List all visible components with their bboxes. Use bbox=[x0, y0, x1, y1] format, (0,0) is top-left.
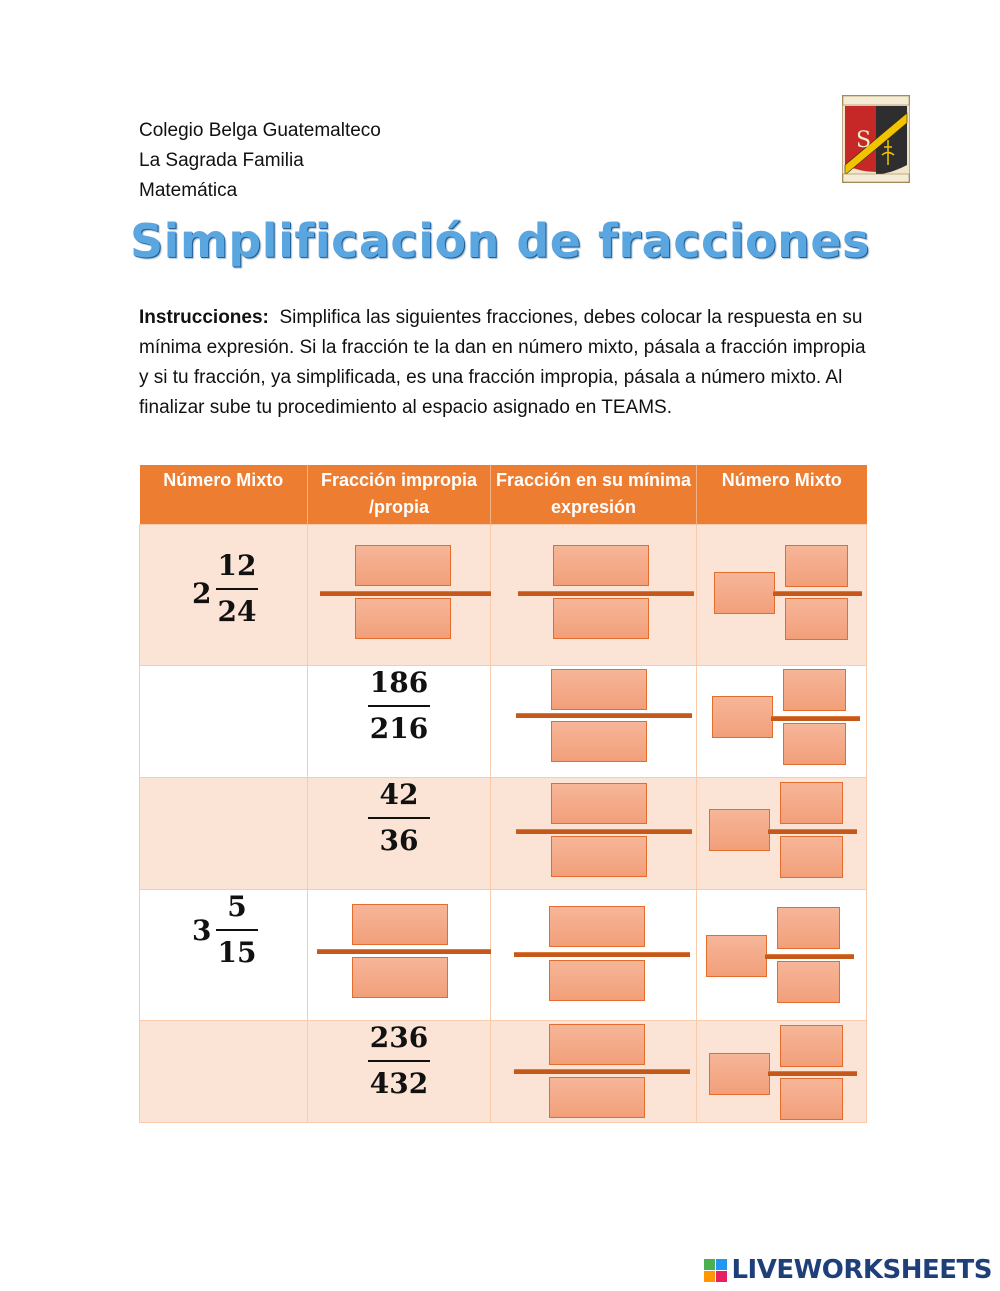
answer-denominator-input[interactable] bbox=[777, 961, 840, 1003]
given-fraction bbox=[216, 547, 258, 631]
cell-given-mixed bbox=[140, 1021, 308, 1123]
logo-block-icon bbox=[704, 1259, 715, 1270]
answer-denominator-input[interactable] bbox=[352, 957, 448, 998]
answer-numerator-input[interactable] bbox=[553, 545, 649, 586]
fraction-bar bbox=[518, 591, 694, 596]
answer-denominator-input[interactable] bbox=[549, 960, 645, 1001]
numerator: 236 bbox=[369, 1021, 429, 1054]
fraction-bar bbox=[216, 588, 258, 590]
answer-numerator-input[interactable] bbox=[780, 1025, 843, 1067]
answer-whole-input[interactable] bbox=[709, 809, 770, 851]
table-row bbox=[140, 890, 867, 1021]
header-improper-fraction: Fracción impropia /propia bbox=[308, 465, 491, 525]
fraction-bar bbox=[516, 713, 692, 718]
brand-name: LIVEWORKSHEETS bbox=[731, 1255, 992, 1285]
fraction-bar bbox=[216, 929, 258, 931]
fraction-bar bbox=[514, 1069, 690, 1074]
given-fraction bbox=[368, 1019, 430, 1103]
denominator: 36 bbox=[379, 824, 419, 857]
answer-denominator-input[interactable] bbox=[780, 836, 843, 878]
header-mixed-number-answer: Número Mixto bbox=[697, 465, 867, 525]
answer-whole-input[interactable] bbox=[714, 572, 775, 614]
answer-numerator-input[interactable] bbox=[551, 783, 647, 824]
answer-numerator-input[interactable] bbox=[549, 1024, 645, 1065]
cell-given-fraction bbox=[308, 1021, 491, 1123]
cell-given-mixed bbox=[140, 525, 308, 666]
cell-mixed-answer bbox=[697, 1021, 867, 1123]
cell-mixed-answer bbox=[697, 778, 867, 890]
answer-numerator-input[interactable] bbox=[785, 545, 848, 587]
answer-numerator-input[interactable] bbox=[777, 907, 840, 949]
liveworksheets-logo bbox=[704, 1254, 992, 1286]
answer-denominator-input[interactable] bbox=[549, 1077, 645, 1118]
given-fraction bbox=[368, 664, 430, 748]
table-row bbox=[140, 525, 867, 666]
table-row bbox=[140, 666, 867, 778]
cell-simplest-answer bbox=[491, 778, 697, 890]
page-title: Simplificación de fracciones bbox=[130, 214, 870, 268]
fraction-bar bbox=[368, 705, 430, 707]
cell-given-mixed bbox=[140, 890, 308, 1021]
given-fraction bbox=[368, 776, 430, 860]
numerator: 186 bbox=[369, 666, 429, 699]
fraction-bar bbox=[768, 829, 857, 834]
cell-simplest-answer bbox=[491, 525, 697, 666]
denominator: 432 bbox=[369, 1067, 429, 1100]
answer-numerator-input[interactable] bbox=[551, 669, 647, 710]
denominator: 216 bbox=[369, 712, 429, 745]
answer-denominator-input[interactable] bbox=[780, 1078, 843, 1120]
answer-whole-input[interactable] bbox=[709, 1053, 770, 1095]
answer-denominator-input[interactable] bbox=[785, 598, 848, 640]
cell-given-fraction bbox=[308, 666, 491, 778]
cell-simplest-answer bbox=[491, 890, 697, 1021]
instructions bbox=[139, 303, 869, 423]
instructions-text: Simplifica las siguientes fracciones, debes colocar la respuesta en su mínima expresión. Si la fracción te la dan en número mixto, pásala a fracción impropia y si tu fracción, ya simplificada, es una fracción impropia, pásala a número mixto. Al finalizar sube tu procedimiento al espacio asignado en TEAMS. bbox=[139, 307, 866, 418]
header-simplest-form: Fracción en su mínima expresión bbox=[491, 465, 697, 525]
fraction-bar bbox=[771, 716, 860, 721]
header-mixed-number: Número Mixto bbox=[140, 465, 308, 525]
instructions-label: Instrucciones: bbox=[139, 307, 269, 328]
whole-part: 2 bbox=[192, 577, 212, 610]
cell-mixed-answer bbox=[697, 525, 867, 666]
fraction-bar bbox=[768, 1071, 857, 1076]
cell-mixed-answer bbox=[697, 890, 867, 1021]
answer-numerator-input[interactable] bbox=[549, 906, 645, 947]
fraction-bar bbox=[773, 591, 862, 596]
cell-given-fraction bbox=[308, 778, 491, 890]
school-name: Colegio Belga Guatemalteco bbox=[139, 120, 381, 141]
answer-denominator-input[interactable] bbox=[551, 836, 647, 877]
cell-improper-answer bbox=[308, 525, 491, 666]
denominator: 15 bbox=[217, 936, 257, 969]
worksheet-table bbox=[139, 465, 867, 1123]
whole-part: 3 bbox=[192, 914, 212, 947]
cell-given-mixed bbox=[140, 666, 308, 778]
numerator: 12 bbox=[217, 549, 257, 582]
fraction-bar bbox=[317, 949, 491, 954]
subject-name: Matemática bbox=[139, 180, 238, 201]
cell-simplest-answer bbox=[491, 1021, 697, 1123]
answer-numerator-input[interactable] bbox=[783, 669, 846, 711]
school-subtitle: La Sagrada Familia bbox=[139, 150, 304, 171]
table-row bbox=[140, 778, 867, 890]
answer-denominator-input[interactable] bbox=[783, 723, 846, 765]
cell-improper-answer bbox=[308, 890, 491, 1021]
table-row bbox=[140, 1021, 867, 1123]
numerator: 42 bbox=[379, 778, 419, 811]
fraction-bar bbox=[320, 591, 494, 596]
answer-numerator-input[interactable] bbox=[355, 545, 451, 586]
answer-whole-input[interactable] bbox=[706, 935, 767, 977]
fraction-bar bbox=[514, 952, 690, 957]
numerator: 5 bbox=[227, 890, 247, 923]
svg-text:S: S bbox=[856, 128, 872, 153]
fraction-bar bbox=[516, 829, 692, 834]
denominator: 24 bbox=[217, 595, 257, 628]
given-fraction bbox=[216, 888, 258, 972]
answer-denominator-input[interactable] bbox=[551, 721, 647, 762]
logo-block-icon bbox=[704, 1271, 715, 1282]
cell-given-mixed bbox=[140, 778, 308, 890]
fraction-bar bbox=[368, 817, 430, 819]
cell-simplest-answer bbox=[491, 666, 697, 778]
logo-block-icon bbox=[716, 1271, 727, 1282]
cell-mixed-answer bbox=[697, 666, 867, 778]
school-header bbox=[139, 116, 381, 206]
school-crest-icon bbox=[842, 95, 910, 183]
answer-numerator-input[interactable] bbox=[352, 904, 448, 945]
answer-numerator-input[interactable] bbox=[780, 782, 843, 824]
answer-denominator-input[interactable] bbox=[355, 598, 451, 639]
answer-whole-input[interactable] bbox=[712, 696, 773, 738]
answer-denominator-input[interactable] bbox=[553, 598, 649, 639]
liveworksheets-icon bbox=[704, 1259, 727, 1282]
fraction-bar bbox=[765, 954, 854, 959]
fraction-bar bbox=[368, 1060, 430, 1062]
logo-block-icon bbox=[716, 1259, 727, 1270]
